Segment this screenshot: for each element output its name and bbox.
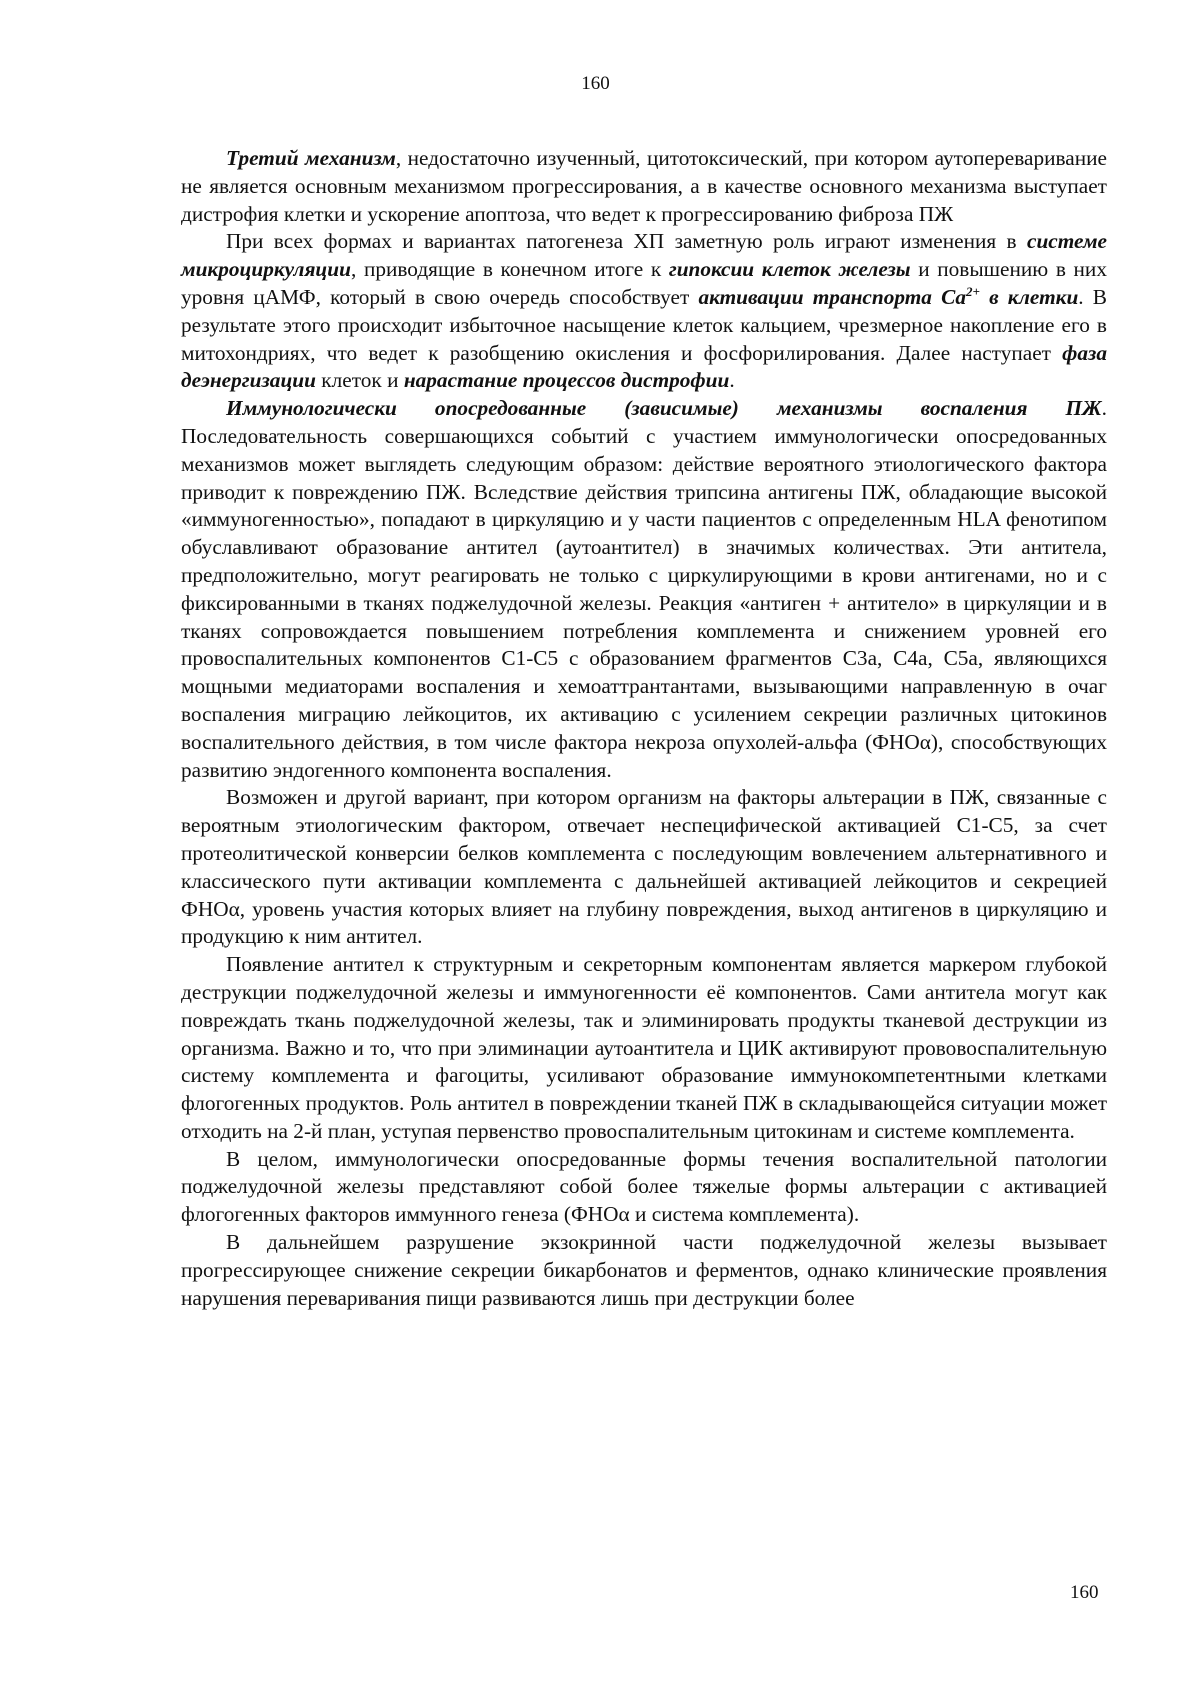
document-body [181, 145, 1107, 1312]
paragraph-text: . Последовательность совершающихся событий с участием иммунологически опосредованных механизмов может выглядеть следующим образом: действие вероятного этиологического фактора приводит к повреждению ПЖ. Вследствие действия трипсина антигены ПЖ, обладающие высокой «иммуногенностью», попадают в циркуляцию и у части пациентов с определенным HLA фенотипом обуславливают образование антител (аутоантител) в значимых количествах. Эти антитела, предположительно, могут реагировать не только с циркулирующими в крови антигенами, но и с фиксированными в тканях поджелудочной железы. Реакция «антиген + антитело» в циркуляции и в тканях сопровождается повышением потребления комплемента и снижением уровней его провоспалительных компонентов С1-С5 с образованием фрагментов С3а, С4а, С5а, являющихся мощными медиаторами воспаления и хемоаттрантантами, вызывающими направленную в очаг воспаления миграцию лейкоцитов, их активацию с усилением секреции различных цитокинов воспалительного действия, в том числе фактора некроза опухолей-альфа (ФНОα), способствующих развитию эндогенного компонента воспаления. [181, 396, 1107, 782]
superscript-charge: 2+ [965, 283, 980, 299]
paragraph-other-variant: Возможен и другой вариант, при котором организм на факторы альтерации в ПЖ, связанные с вероятным этиологическим фактором, отвечает неспецифической активацией С1-С5, за счет протеолитической конверсии белков комплемента с последующим вовлечением альтернативного и классического пути активации комплемента с дальнейшей активацией лейкоцитов и секрецией ФНОα, уровень участия которых влияет на глубину повреждения, выход антигенов в циркуляцию и продукцию к ним антител. [181, 785, 1107, 949]
paragraph-text: и повышению в них уровня цАМФ, который в свою очередь способствует [181, 257, 1107, 309]
emphasis-term: гипоксии клеток железы [668, 257, 911, 282]
paragraph-text: , приводящие в конечном итоге к [350, 257, 669, 282]
emphasis-term: Иммунологически опосредованные (зависимые) механизмы воспаления ПЖ [226, 396, 1102, 421]
emphasis-term: в клетки [979, 284, 1079, 309]
paragraph-summary: В целом, иммунологически опосредованные формы течения воспалительной патологии поджелудочной железы представляют собой более тяжелые формы альтерации с активацией флогогенных факторов иммунного генеза (ФНОα и система комплемента). [181, 1146, 1107, 1227]
page-number-bottom: 160 [1070, 1582, 1099, 1603]
emphasis-term: нарастание процессов дистрофии [403, 368, 730, 393]
page-number-top: 160 [581, 73, 610, 94]
paragraph-text: , недостаточно изученный, цитотоксический, при котором аутопереваривание не является основным механизмом прогрессирования, а в качестве основного механизма выступает дистрофия клетки и ускорение апоптоза, что ведет к прогрессированию фиброза ПЖ [181, 146, 1107, 226]
paragraph-antibodies: Появление антител к структурным и секреторным компонентам является маркером глубокой деструкции поджелудочной железы и иммуногенности её компонентов. Сами антитела могут как повреждать ткань поджелудочной железы, так и элиминировать продукты тканевой деструкции из организма. Важно и то, что при элиминации аутоантитела и ЦИК активируют прововоспалительную систему комплемента и фагоциты, усиливают образование иммунокомпетентными клетками флогогенных продуктов. Роль антител в повреждении тканей ПЖ в складывающейся ситуации может отходить на 2-й план, уступая первенство провоспалительным цитокинам и системе комплемента. [181, 952, 1107, 1143]
emphasis-term: фаза деэнергизации [181, 340, 1107, 393]
paragraph-microcirculation [181, 228, 1107, 395]
paragraph-immunological-mechanisms [181, 395, 1107, 784]
paragraph-exocrine-destruction: В дальнейшем разрушение экзокринной части поджелудочной железы вызывает прогрессирующее снижение секреции бикарбонатов и ферментов, однако клинические проявления нарушения переваривания пищи развиваются лишь при деструкции более [181, 1230, 1107, 1310]
paragraph-text: . В результате этого происходит избыточное насыщение клеток кальцием, чрезмерное накопление его в митохондриях, что ведет к разобщению окисления и фосфорилирования. Далее наступает [181, 284, 1107, 365]
emphasis-term: системе микроциркуляции [181, 229, 1107, 282]
paragraph-text: клеток и [315, 368, 404, 393]
paragraph-text: . [729, 368, 735, 393]
emphasis-term: Третий механизм [226, 146, 396, 170]
paragraph-third-mechanism [181, 145, 1107, 228]
paragraph-text: При всех формах и вариантах патогенеза ХП заметную роль играют изменения в [226, 229, 1027, 254]
emphasis-term: активации транспорта Ca [698, 284, 966, 309]
